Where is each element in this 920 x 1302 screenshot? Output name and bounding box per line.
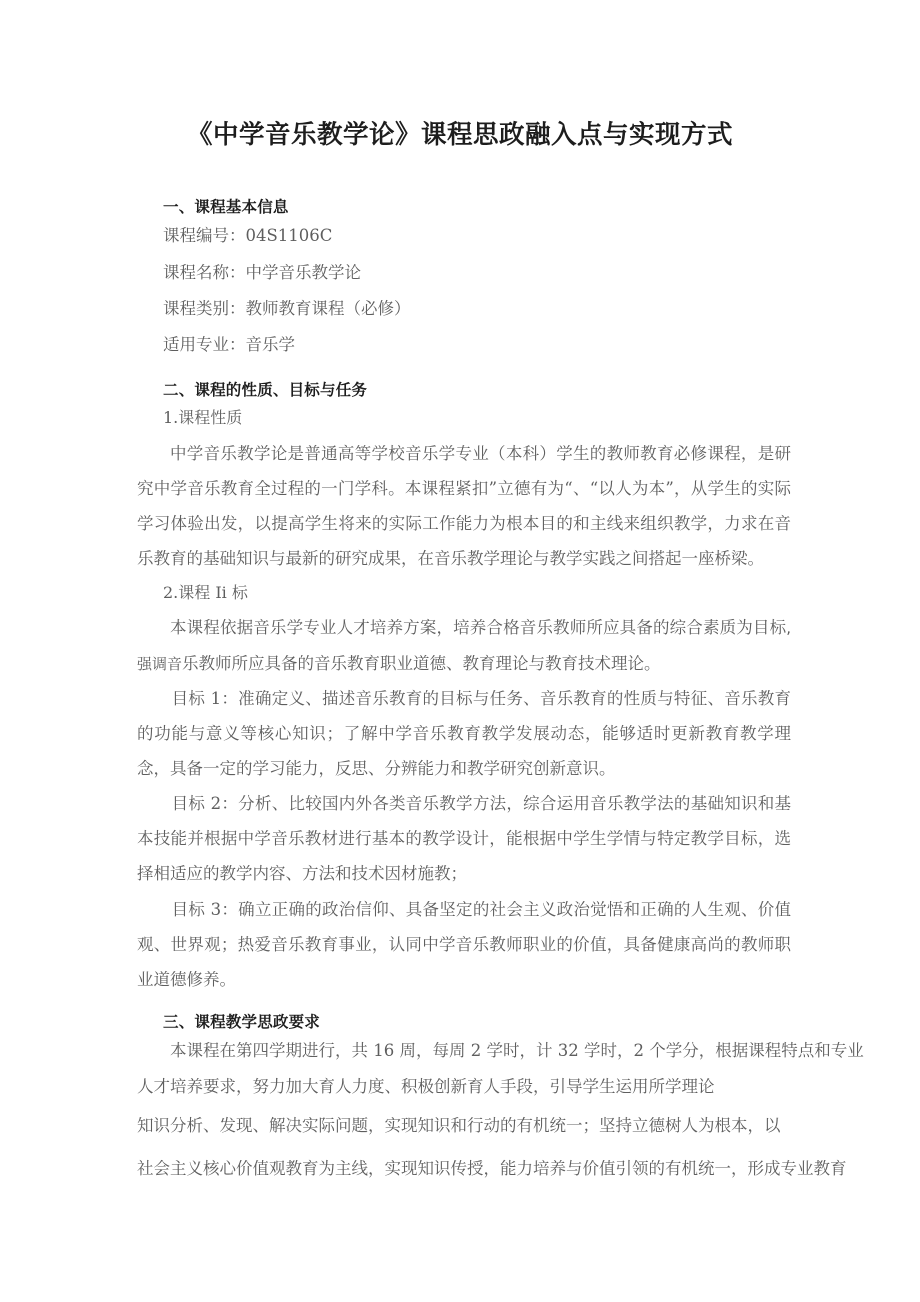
paragraph-goal-2: 目标 2：分析、比较国内外各类音乐教学方法，综合运用音乐教学法的基础知识和基本技能并根据中学音乐教材进行基本的教学设计，能根据中学生学情与特定教学目标，选择相适应的教学内容、方法和技术因材施教； [137, 794, 791, 884]
course-info-list [137, 218, 791, 363]
info-label: 课程编号： [163, 226, 246, 246]
document-body [137, 196, 864, 1190]
list-item [137, 218, 791, 254]
text-line: 人才培养要求，努力加大育人力度、积极创新育人手段，引导学生运用所学理论 [137, 1076, 715, 1096]
section-heading-ideology-requirements: 三、课程教学思政要求 [163, 1013, 321, 1032]
paragraph-goal-3: 目标 3：确立正确的政治信仰、具备坚定的社会主义政治觉悟和正确的人生观、价值观、世界观；热爱音乐教育事业，认同中学音乐教师职业的价值，具备健康高尚的教师职业道德修养。 [137, 899, 791, 989]
subheading-course-nature: 1.课程性质 [163, 408, 243, 428]
section-heading-nature-goals: 二、课程的性质、目标与任务 [163, 380, 368, 399]
subheading-course-goals: 2.课程 Ii 标 [163, 583, 248, 603]
paragraph-course-nature: 中学音乐教学论是普通高等学校音乐学专业（本科）学生的教师教育必修课程，是研究中学音乐教育全过程的一门学科。本课程紧扣”立德有为“、“以人为本”，从学生的实际学习体验出发，以提高学生将来的实际工作能力为根本目的和主线来组织教学，力求在音乐教育的基础知识与最新的研究成果，在音乐教学理论与教学实践之间搭起一座桥梁。 [137, 443, 791, 568]
page-title: 《中学音乐教学论》课程思政融入点与实现方式 [186, 120, 733, 151]
paragraph-ideology-requirements [137, 1033, 864, 1190]
text-line: 知识分析、发现、解决实际问题，实现知识和行动的有机统一；坚持立德树人为根本，以 [137, 1115, 781, 1135]
list-item [137, 255, 791, 291]
paragraph-goal-1: 目标 1：准确定义、描述音乐教育的目标与任务、音乐教育的性质与特征、音乐教育的功能与意义等核心知识；了解中学音乐教育教学发展动态，能够适时更新教育教学理念，具备一定的学习能力，反思、分辨能力和教学研究创新意识。 [137, 688, 791, 779]
info-label: 课程名称： [163, 262, 246, 282]
goals-intro-part-a: 本课程依据音乐学专业人才培养方案，培养合格音乐教师所应具备的综合素质为目标 [170, 618, 787, 638]
paragraph-goals-intro [137, 610, 791, 680]
goals-intro-part-c: 乐教师所应具备的音乐教育职业道德、教育理论与教育技术理论。 [182, 653, 661, 673]
info-label: 课程类别： [163, 299, 246, 319]
text-line: 社会主义核心价值观教育为主线，实现知识传授，能力培养与价值引领的有机统一，形成专业教育 [137, 1158, 847, 1178]
list-item [137, 327, 791, 363]
info-value: 音乐学 [245, 335, 295, 355]
info-value: 04S1106C [245, 226, 333, 246]
info-label: 适用专业： [163, 335, 246, 355]
text-line: 本课程在第四学期进行，共 16 周，每周 2 学时，计 32 学时，2 个学分，根据课程特点和专业 [170, 1041, 864, 1061]
info-value: 教师教育课程（必修） [245, 299, 411, 319]
info-value: 中学音乐教学论 [245, 262, 361, 282]
list-item [137, 291, 791, 327]
section-heading-basic-info: 一、课程基本信息 [163, 198, 289, 216]
goals-intro-part-b: ,强调音 [137, 619, 791, 673]
